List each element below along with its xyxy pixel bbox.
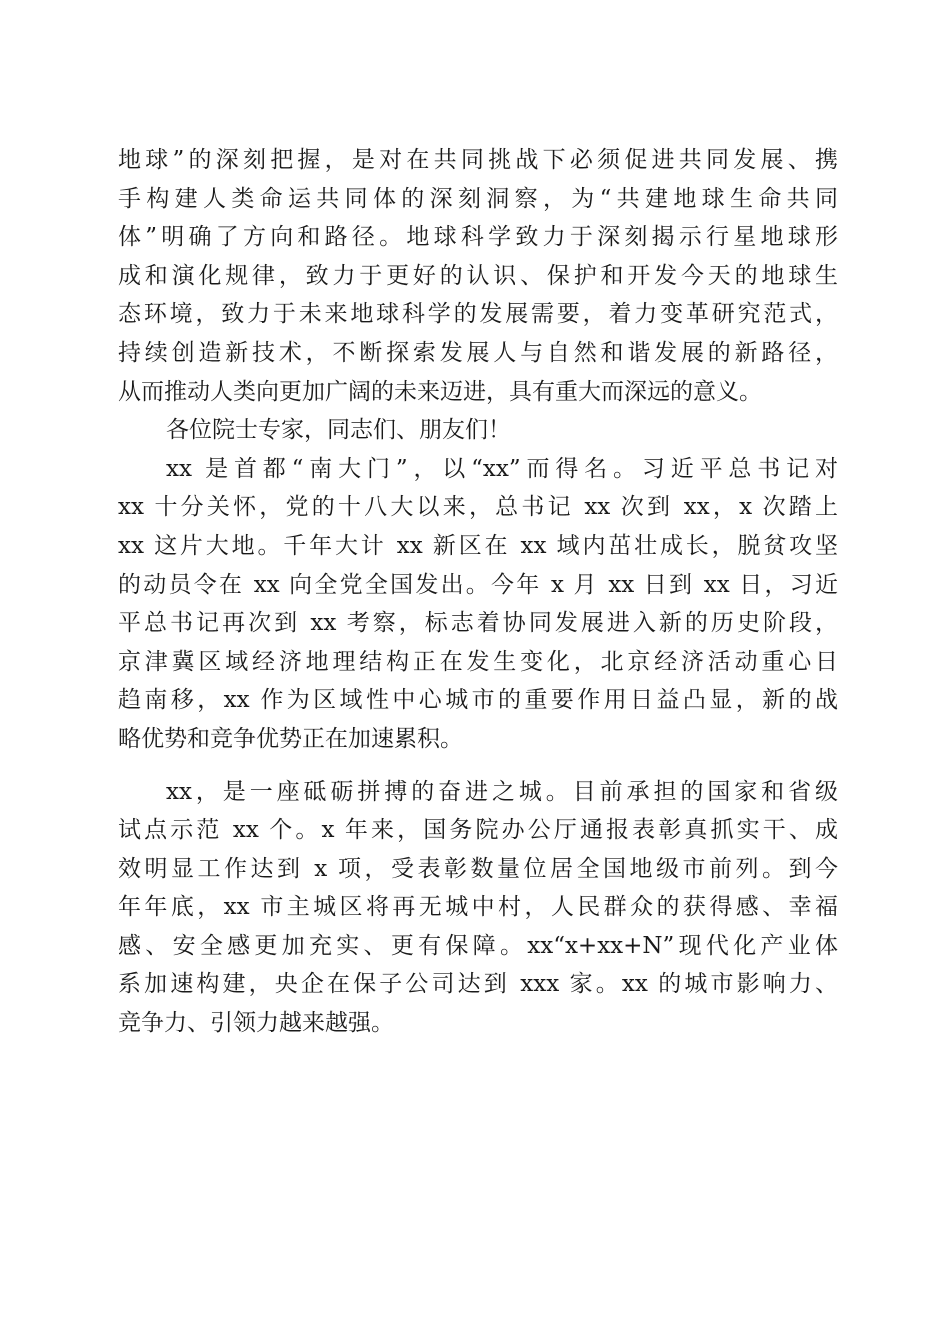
paragraph-salutation — [118, 411, 838, 450]
text-line: 的动员令在 xx 向全党全国发出。今年 x 月 xx 日到 xx 日，习近 — [118, 571, 838, 598]
text-line: 年年底，xx 市主城区将再无城中村，人民群众的获得感、幸福 — [118, 894, 838, 921]
text-line: xx 是首都“南大门”，以“xx”而得名。习近平总书记对 — [166, 455, 838, 482]
text-line: 地球”的深刻把握，是对在共同挑战下必须促进共同发展、携 — [118, 147, 838, 173]
text-line: 试点示范 xx 个。x 年来，国务院办公厅通报表彰真抓实干、成 — [118, 817, 838, 844]
text-line: 效明显工作达到 x 项，受表彰数量位居全国地级市前列。到今 — [118, 855, 838, 882]
text-line: xx，是一座砥砺拼搏的奋进之城。目前承担的国家和省级 — [166, 778, 838, 805]
text-line: 各位院士专家，同志们、朋友们！ — [166, 417, 511, 444]
text-line: 平总书记再次到 xx 考察，标志着协同发展进入新的历史阶段， — [118, 610, 838, 637]
text-line: 趋南移，xx 作为区域性中心城市的重要作用日益凸显，新的战 — [118, 687, 838, 714]
text-line: 从而推动人类向更加广阔的未来迈进，具有重大而深远的意义。 — [118, 378, 762, 405]
paragraph-earth-science — [118, 141, 838, 411]
text-line: 感、安全感更加充实、更有保障。xx“x+xx+N”现代化产业体 — [118, 932, 838, 959]
paragraph-city-progress — [118, 773, 838, 1043]
text-line: xx 十分关怀，党的十八大以来，总书记 xx 次到 xx，x 次踏上 — [118, 494, 838, 521]
text-line: 态环境，致力于未来地球科学的发展需要，着力变革研究范式， — [118, 301, 838, 328]
document-body — [118, 141, 838, 1043]
text-line: 手构建人类命运共同体的深刻洞察，为“共建地球生命共同 — [118, 185, 838, 212]
text-line: 京津冀区域经济地理结构正在发生变化，北京经济活动重心日 — [118, 648, 838, 675]
text-line: 成和演化规律，致力于更好的认识、保护和开发今天的地球生 — [118, 262, 838, 289]
text-line: 略优势和竞争优势正在加速累积。 — [118, 725, 463, 752]
text-line: 系加速构建，央企在保子公司达到 xxx 家。xx 的城市影响力、 — [118, 971, 838, 998]
text-line: xx 这片大地。千年大计 xx 新区在 xx 域内茁壮成长，脱贫攻坚 — [118, 532, 838, 559]
paragraph-capital-gate — [118, 450, 838, 759]
text-line: 体”明确了方向和路径。地球科学致力于深刻揭示行星地球形 — [118, 224, 838, 251]
text-line: 竞争力、引领力越来越强。 — [118, 1010, 394, 1037]
paragraph-gap — [118, 759, 838, 773]
text-line: 持续创造新技术，不断探索发展人与自然和谐发展的新路径， — [118, 339, 838, 366]
